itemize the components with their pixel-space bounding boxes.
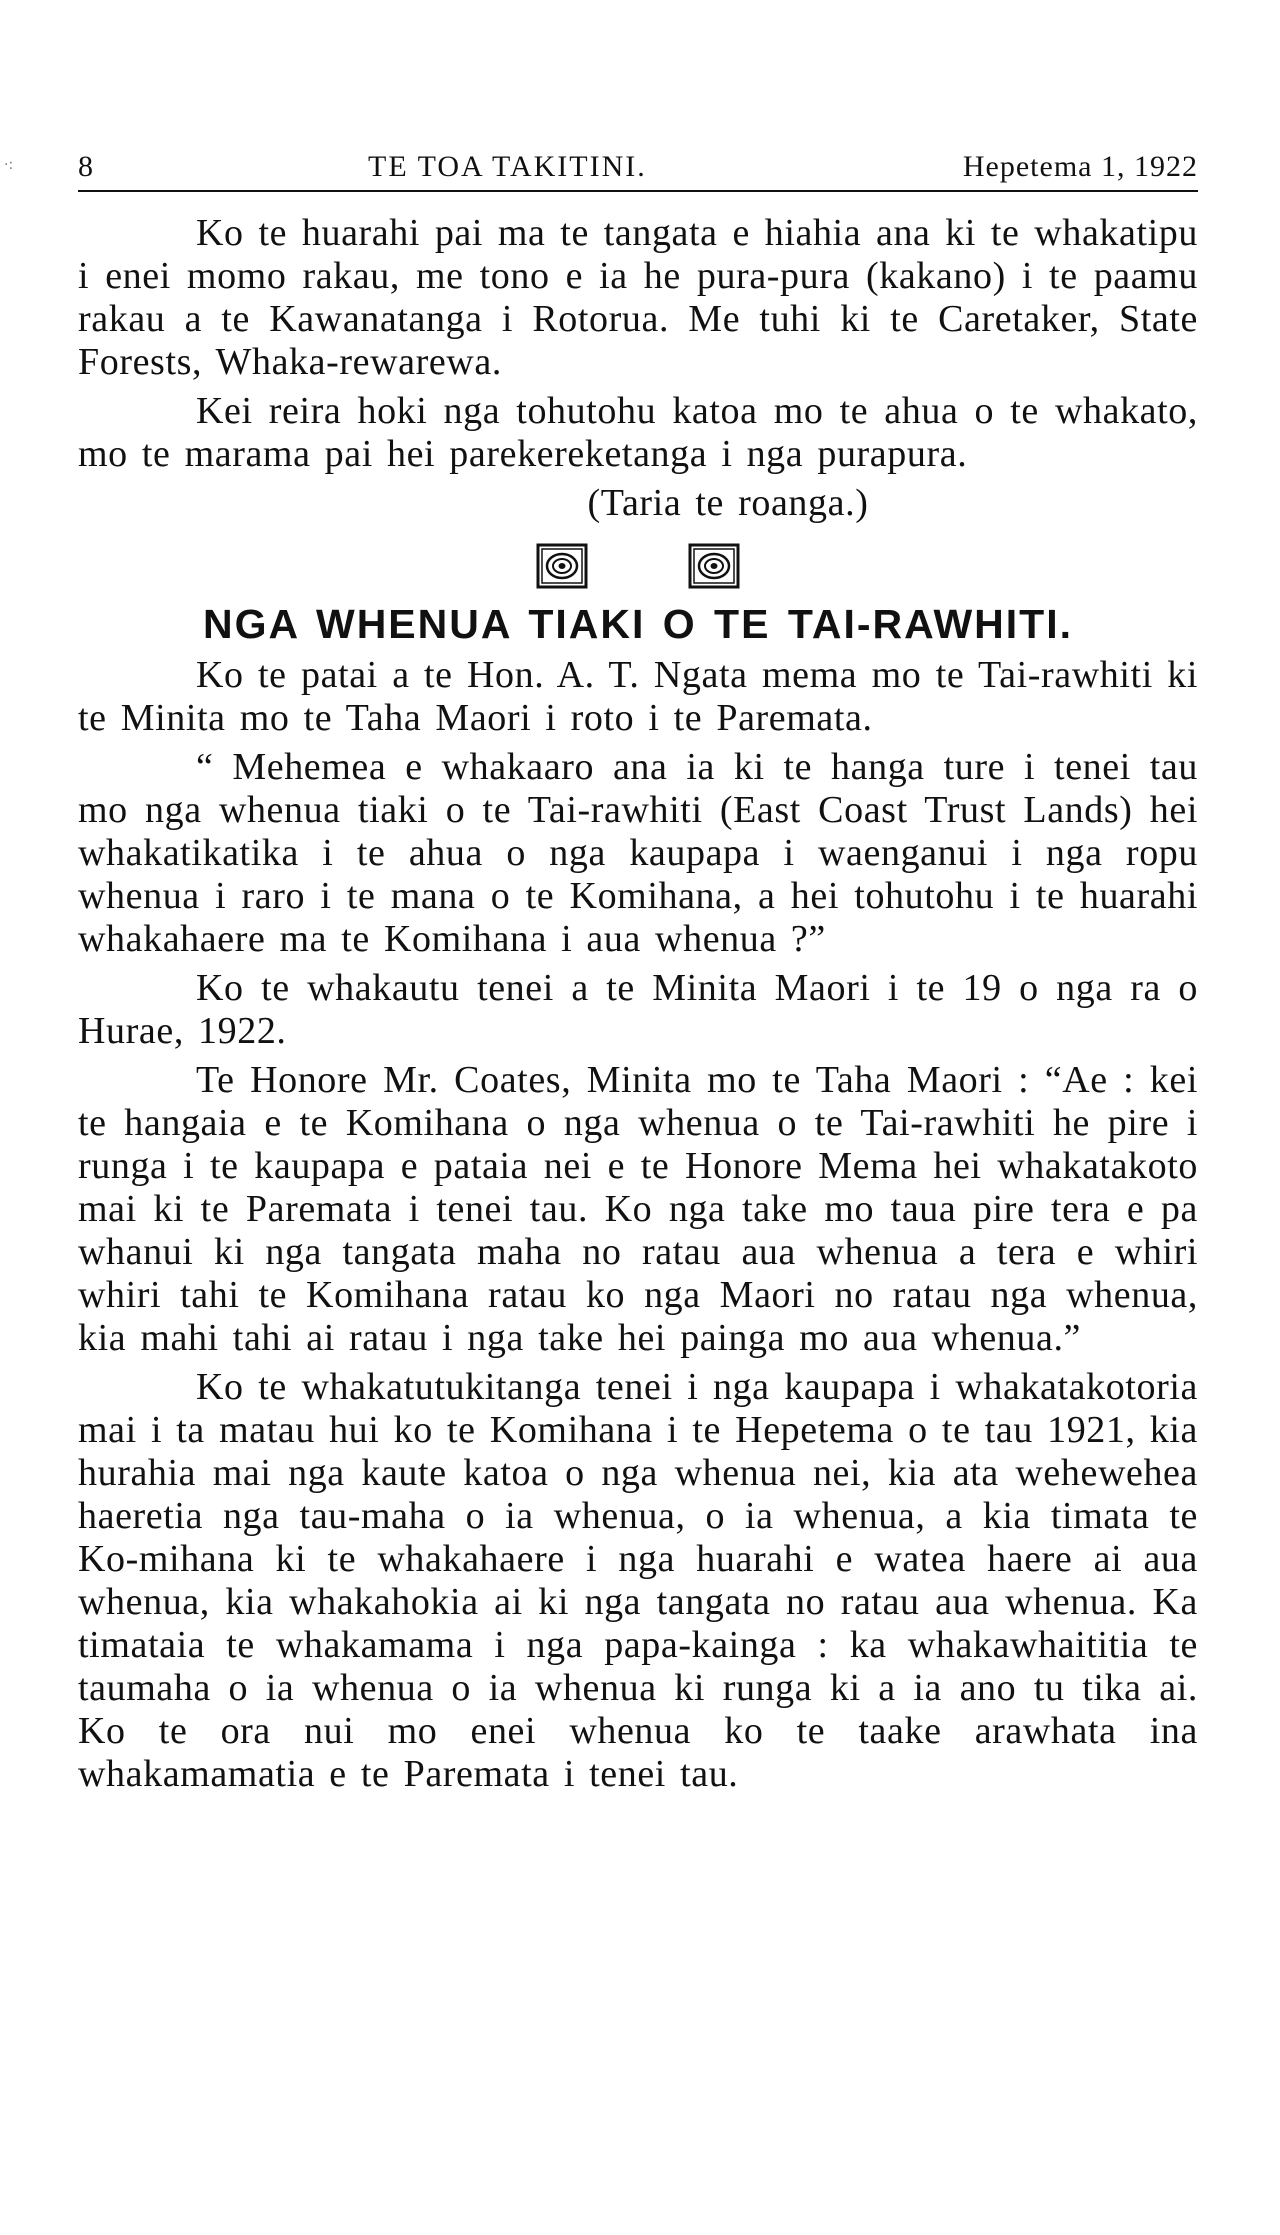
running-title: TE TOA TAKITINI.: [368, 150, 647, 183]
continued-note: (Taria te roanga.): [587, 482, 869, 524]
paragraph: Ko te huarahi pai ma te tangata e hiahia ana ki te whakatipu i enei momo rakau, me tono e ia he pura-pura (kakano) i te paamu rakau a te Kawanatanga i Rotorua. Me tuhi ki te Caretaker, State Forests, Whaka-rewarewa.: [78, 212, 1198, 383]
issue-date: Hepetema 1, 1922: [962, 150, 1198, 183]
scan-speck: ·:: [4, 157, 14, 173]
document-page: [78, 130, 1198, 1802]
running-header: [78, 130, 1198, 192]
section-title: NGA WHENUA TIAKI O TE TAI-RAWHITI.: [203, 601, 1073, 647]
paragraph: Ko te patai a te Hon. A. T. Ngata mema mo te Tai-rawhiti ki te Minita mo te Taha Maori i roto i te Paremata.: [78, 654, 1198, 739]
paragraph: Kei reira hoki nga tohutohu katoa mo te ahua o te whakato, mo te marama pai hei parekereketanga i nga purapura.: [78, 390, 1198, 475]
paragraph: “ Mehemea e whakaaro ana ia ki te hanga ture i tenei tau mo nga whenua tiaki o te Tai-rawhiti (East Coast Trust Lands) hei whakatikatika i te ahua o nga kaupapa i waenganui i nga ropu whenua i raro i te mana o te Komihana, a hei tohutohu i te huarahi whakahaere ma te Komihana i aua whenua ?”: [78, 746, 1198, 960]
ornament-row: [78, 543, 1198, 589]
body-text: [78, 212, 1198, 1796]
paragraph: Ko te whakautu tenei a te Minita Maori i te 19 o nga ra o Hurae, 1922.: [78, 967, 1198, 1052]
paragraph: Ko te whakatutukitanga tenei i nga kaupapa i whakatakotoria mai i ta matau hui ko te Komihana i te Hepetema o te tau 1921, kia hurahia mai nga kaute katoa o nga whenua nei, kia ata wehewehea haeretia nga tau-maha o ia whenua, o ia whenua, a kia timata te Ko-mihana ki te whakahaere i nga huarahi e watea haere ai aua whenua, kia whakahokia ai ki nga tangata no ratau aua whenua. Ka timataia te whakamama i nga papa-kainga : ka whakawhaititia te taumaha o ia whenua o ia whenua ki runga ki a ia ano tu tika ai. Ko te ora nui mo enei whenua ko te taake arawhata ina whakamamatia e te Paremata i tenei tau.: [78, 1366, 1198, 1795]
spiral-ornament-icon: [536, 543, 588, 589]
page-number: 8: [78, 150, 94, 183]
paragraph: Te Honore Mr. Coates, Minita mo te Taha Maori : “Ae : kei te hangaia e te Komihana o nga whenua o te Tai-rawhiti he pire i runga i te kaupapa e pataia nei e te Honore Mema hei whakatakoto mai ki te Paremata i tenei tau. Ko nga take mo taua pire tera e pa whanui ki nga tangata maha no ratau aua whenua a tera e whiri whiri tahi te Komihana ratau ko nga Maori no ratau nga whenua, kia mahi tahi ai ratau i nga take hei painga mo aua whenua.”: [78, 1059, 1198, 1359]
spiral-ornament-icon: [688, 543, 740, 589]
